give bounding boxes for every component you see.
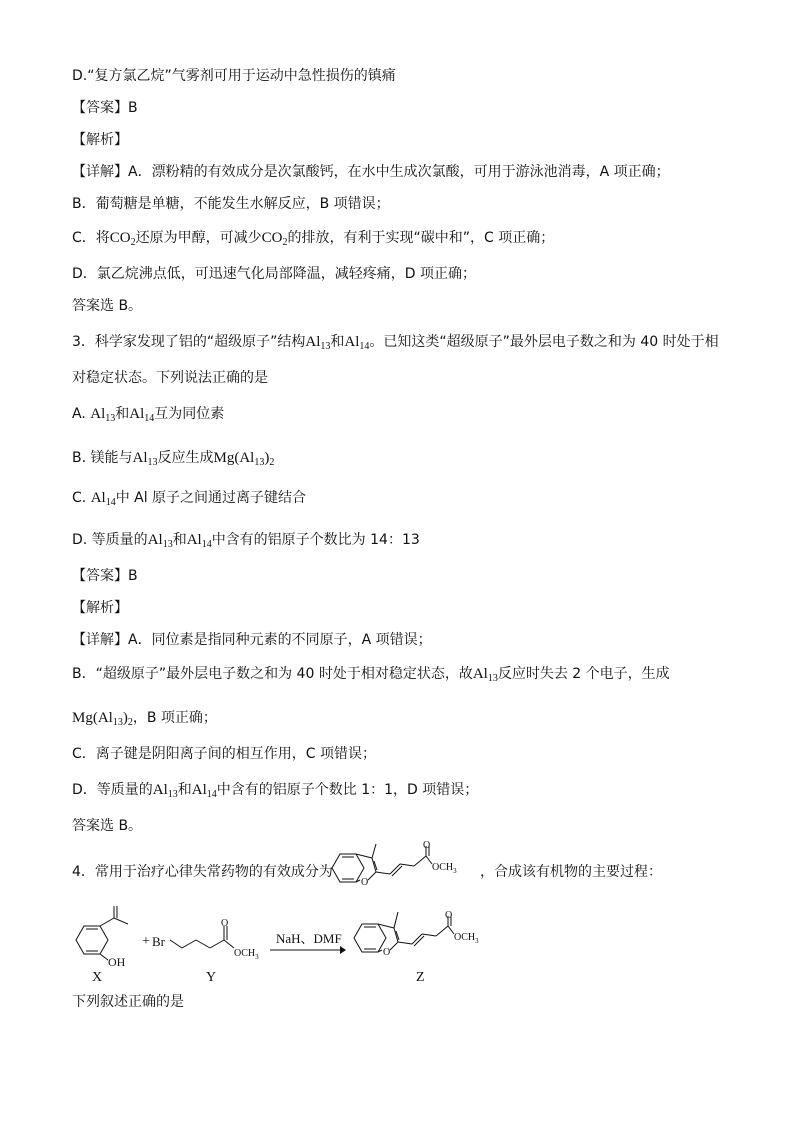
bromine-label: Br xyxy=(152,934,165,949)
compound-x-structure xyxy=(72,902,138,968)
q2-detail-b: B．葡萄糖是单糖，不能发生水解反应，B 项错误； xyxy=(72,196,390,212)
q2-detail-d: D．氯乙烷沸点低，可迅速气化局部降温，减轻疼痛，D 项正确； xyxy=(72,266,477,282)
q3-answer: 【答案】B xyxy=(72,568,138,584)
q2-option-d: D.“复方氯乙烷”气雾剂可用于运动中急性损伤的镇痛 xyxy=(72,68,396,84)
mg-al13-2-formula: $Mg(Al_{13})_2$ xyxy=(72,710,133,728)
q3-option-b: B. 镁能与$Al_{13}$反应生成$Mg(Al_{13})_2$ xyxy=(72,450,275,468)
al14-formula: $Al_{14}$ xyxy=(344,334,370,352)
q3-conclusion: 答案选 B。 xyxy=(72,818,143,834)
q3-option-a: A. $Al_{13}$和$Al_{14}$互为同位素 xyxy=(72,406,225,424)
al13-formula: $Al_{13}$ xyxy=(305,334,331,352)
q3-stem-line2: 对稳定状态。下列说法正确的是 xyxy=(72,370,268,386)
ring-oxygen-label: O xyxy=(361,877,369,888)
q2-detail-a: 【详解】A．漂粉精的有效成分是次氯酸钙，在水中生成次氯酸，可用于游泳池消毒，A 项正确； xyxy=(72,164,670,180)
compound-y-structure xyxy=(152,916,272,964)
al13-formula: $Al_{13}$ xyxy=(132,450,158,468)
ester-methoxy-label: $OCH_3$ xyxy=(234,948,259,961)
reaction-reagent-label: NaH、DMF xyxy=(276,931,342,946)
reaction-arrow xyxy=(270,944,346,956)
mg-al13-2-formula: $Mg(Al_{13})_2$ xyxy=(213,450,275,468)
q3-detail-a: 【详解】A．同位素是指同种元素的不同原子，A 项错误； xyxy=(72,632,432,648)
co2-formula: $CO_2$ xyxy=(109,230,136,248)
al14-formula: $Al_{14}$ xyxy=(129,406,155,424)
al13-formula: $Al_{13}$ xyxy=(472,666,498,684)
target-compound-structure xyxy=(328,840,480,896)
plus-sign: + xyxy=(142,934,150,949)
q4-closing: 下列叙述正确的是 xyxy=(72,994,184,1010)
carbonyl-oxygen-label: O xyxy=(423,840,431,851)
q2-conclusion: 答案选 B。 xyxy=(72,298,143,314)
q2-analysis: 【解析】 xyxy=(72,132,128,148)
al14-formula: $Al_{14}$ xyxy=(191,782,217,800)
ring-oxygen-label: O xyxy=(383,947,391,958)
q3-stem-line1: 3．科学家发现了铝的“超级原子”结构$Al_{13}$和$Al_{14}$。已知这类“超级原子”最外层电子数之和为 40 时处于相 xyxy=(72,334,719,352)
carbonyl-oxygen-label: O xyxy=(445,910,453,921)
q3-detail-b-line1: B．“超级原子”最外层电子数之和为 40 时处于相对稳定状态，故$Al_{13}$反应时失去 2 个电子，生成 xyxy=(72,666,670,684)
compound-x-label: X xyxy=(92,970,103,985)
q3-option-d: D. 等质量的$Al_{13}$和$Al_{14}$中含有的铝原子个数比为 14：13 xyxy=(72,532,420,550)
q2-detail-c: C．将$CO_2$还原为甲醇，可减少$CO_2$的排放，有利于实现“碳中和”，C 项正确； xyxy=(72,230,555,248)
ester-methoxy-label: $OCH_3$ xyxy=(454,932,479,945)
q3-option-c: C. $Al_{14}$中 Al 原子之间通过离子键结合 xyxy=(72,490,307,508)
al13-formula: $Al_{13}$ xyxy=(152,782,178,800)
q3-detail-d: D．等质量的$Al_{13}$和$Al_{14}$中含有的铝原子个数比 1：1，D 项错误； xyxy=(72,782,479,800)
q3-detail-b-line2: $Mg(Al_{13})_2$，B 项正确； xyxy=(72,710,217,728)
hydroxyl-label: OH xyxy=(108,955,126,968)
q2-answer: 【答案】B xyxy=(72,100,138,116)
q4-stem-part1: 4．常用于治疗心律失常药物的有效成分为 xyxy=(72,864,333,880)
al14-formula: $Al_{14}$ xyxy=(90,490,116,508)
q3-detail-c: C．离子键是阴阳离子间的相互作用，C 项错误； xyxy=(72,746,376,762)
al14-formula: $Al_{14}$ xyxy=(186,532,212,550)
compound-y-label: Y xyxy=(206,970,217,985)
co2-formula: $CO_2$ xyxy=(261,230,288,248)
al13-formula: $Al_{13}$ xyxy=(147,532,173,550)
compound-z-label: Z xyxy=(416,970,425,985)
carbonyl-oxygen-label: O xyxy=(221,918,229,929)
compound-z-structure xyxy=(350,908,502,964)
al13-formula: $Al_{13}$ xyxy=(90,406,116,424)
q4-stem-part2: ，合成该有机物的主要过程： xyxy=(480,864,662,880)
q3-analysis: 【解析】 xyxy=(72,600,128,616)
ester-methoxy-label: $OCH_3$ xyxy=(432,862,457,875)
